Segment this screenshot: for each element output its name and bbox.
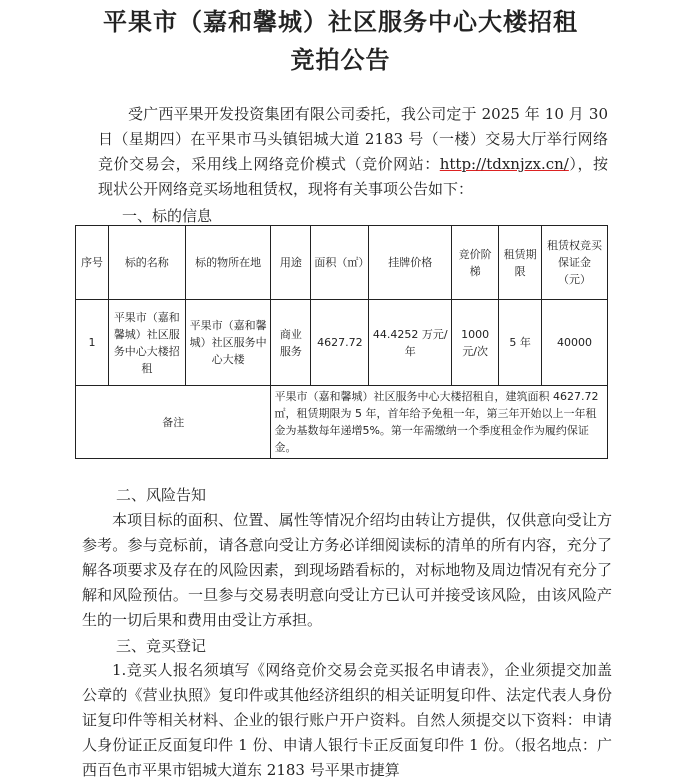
listing-table — [75, 225, 608, 459]
table-cell: 平果市（嘉和馨城）社区服务中心大楼招租 — [108, 300, 185, 386]
intro-text-after: ），按现状公开网络竞买场地租赁权，现将有关事项公告如下： — [98, 155, 608, 198]
intro-paragraph — [98, 102, 608, 202]
registration-paragraph: 1.竞买人报名须填写《网络竞价交易会竞买报名申请表》，企业须提交加盖公章的《营业执照》复印件或其他经济组织的相关证明复印件、法定代表人身份证复印件等相关材料、企业的银行账户开户资料。自然人须提交以下资料：申请人身份证正反面复印件 1 份、申请人银行卡正反面复印件 1 份。（报名地点：广西百色市平果市铝城大道东 2183 号平果市捷算 — [82, 661, 612, 779]
table-cell: 1 — [76, 300, 109, 386]
header-cell: 标的名称 — [108, 226, 185, 300]
note-label: 备注 — [76, 386, 271, 459]
table-note-row — [76, 386, 608, 459]
table-cell: 40000 — [542, 300, 608, 386]
header-cell: 挂牌价格 — [369, 226, 452, 300]
header-cell: 竞价阶梯 — [452, 226, 499, 300]
table-cell: 平果市（嘉和馨城）社区服务中心大楼 — [185, 300, 271, 386]
table-cell: 1000 元/次 — [452, 300, 499, 386]
page-title: 平果市（嘉和馨城）社区服务中心大楼招租 — [103, 7, 578, 36]
table-cell: 商业服务 — [271, 300, 311, 386]
section1-heading: 一、标的信息 — [122, 207, 213, 225]
table-header-row — [76, 226, 608, 300]
table-cell: 44.4252 万元/年 — [369, 300, 452, 386]
section3-heading: 三、竞买登记 — [116, 637, 207, 655]
note-text: 平果市（嘉和馨城）社区服务中心大楼招租自，建筑面积 4627.72 ㎡，租赁期限为 5 年，首年给予免租一年，第三年开始以上一年租金为基数每年递增5%。第一年需缴纳一个季度租金作为履约保证金。 — [271, 386, 608, 459]
header-cell: 序号 — [76, 226, 109, 300]
header-cell: 面积（㎡） — [311, 226, 369, 300]
auction-site-link[interactable]: http://tdxnjzx.cn/ — [439, 155, 569, 173]
header-cell: 租赁期限 — [499, 226, 542, 300]
section2-heading: 二、风险告知 — [116, 486, 207, 504]
table-cell: 5 年 — [499, 300, 542, 386]
risk-paragraph: 本项目标的面积、位置、属性等情况介绍均由转让方提供，仅供意向受让方参考。参与竞标前，请各意向受让方务必详细阅读标的清单的所有内容，充分了解各项要求及存在的风险因素，到现场踏看标的，对标地物及周边情况有充分了解和风险预估。一旦参与交易表明意向受让方已认可并接受该风险，由该风险产生的一切后果和费用由受让方承担。 — [82, 511, 612, 629]
page-subtitle: 竞拍公告 — [290, 45, 391, 74]
header-cell: 租赁权竞买保证金（元） — [542, 226, 608, 300]
table-cell: 4627.72 — [311, 300, 369, 386]
intro-text-before: 受广西平果开发投资集团有限公司委托，我公司定于 2025 年 10 月 30 日（星期四）在平果市马头镇铝城大道 2183 号（一楼）交易大厅举行网络竞价交易会，采用线上网络竞价模式（竞价网站： — [98, 105, 608, 173]
header-cell: 标的物所在地 — [185, 226, 271, 300]
header-cell: 用途 — [271, 226, 311, 300]
table-row — [76, 300, 608, 386]
